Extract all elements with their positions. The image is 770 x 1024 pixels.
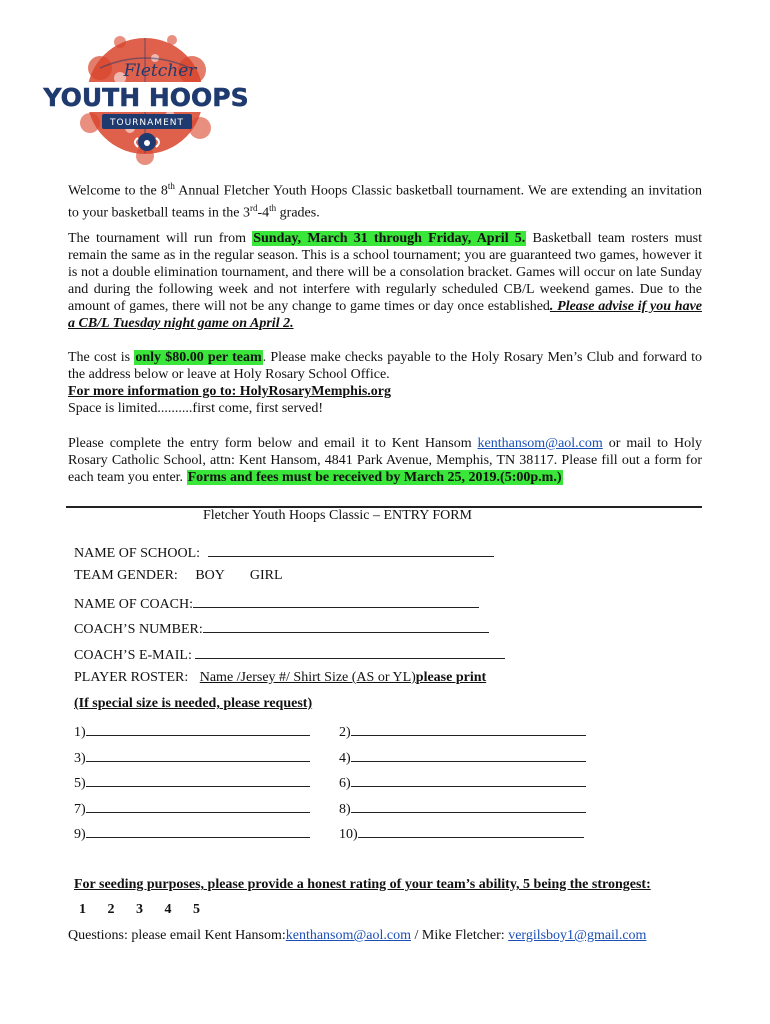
school-field[interactable]	[208, 542, 494, 557]
cost-paragraph	[68, 349, 702, 383]
player-number: 4)	[339, 750, 351, 766]
logo-script-text: Fletcher	[123, 61, 197, 81]
intro-text: Welcome to the 8	[68, 183, 168, 199]
space-limited-text: Space is limited..........first come, first served!	[68, 401, 324, 416]
gender-label: TEAM GENDER:	[74, 568, 178, 583]
player-row	[74, 772, 310, 792]
player-number: 3)	[74, 750, 86, 766]
kent-email-link[interactable]: kenthansom@aol.com	[477, 436, 603, 451]
more-info-text: For more information go to: HolyRosaryMemphis.org	[68, 384, 391, 399]
superscript: rd	[249, 202, 258, 213]
player-number: 7)	[74, 801, 86, 817]
entry-form-title: Fletcher Youth Hoops Classic – ENTRY FORM	[203, 508, 473, 523]
logo-title-text: YOUTH HOOPS	[43, 83, 249, 112]
player-row	[339, 747, 586, 767]
player-field[interactable]	[86, 721, 310, 736]
gender-option-boy[interactable]: BOY	[195, 568, 225, 583]
player-number: 5)	[74, 776, 86, 791]
cost-text: The cost is	[68, 350, 135, 365]
logo-graphic	[43, 28, 249, 168]
instructions-text: Please complete the entry form below and email it to Kent Hansom	[68, 436, 478, 451]
intro-text: Annual Fletcher Youth Hoops Classic basketball tournament. We are extending an invitation to your basketball teams in the 3	[68, 183, 702, 221]
player-number: 10)	[339, 827, 358, 842]
intro-text: -4	[257, 205, 270, 221]
coach-number-row	[74, 618, 489, 638]
entry-instructions-paragraph	[68, 435, 702, 486]
roster-row	[74, 669, 486, 686]
school-label: NAME OF SCHOOL:	[74, 546, 201, 561]
space-limited-line	[68, 400, 702, 417]
player-field[interactable]	[358, 823, 584, 838]
instructions-text: or mail to Holy Rosary Catholic School, attn: Kent Hansom, 4841 Park Avenue, Memphis, TN 38117. Please fill out a form for each team you enter.	[68, 436, 702, 485]
cost-text: . Please make checks payable to the Holy Rosary Men’s Club and forward to the address below or leave at Holy Rosary School Office.	[68, 350, 702, 382]
rating-options	[79, 901, 200, 918]
intro-text: grades.	[276, 205, 320, 221]
please-print-text: please print	[415, 670, 487, 685]
player-field[interactable]	[351, 721, 586, 736]
coach-email-row	[74, 644, 505, 664]
roster-label: PLAYER ROSTER:	[74, 670, 189, 685]
coach-label: NAME OF COACH:	[74, 597, 194, 612]
schedule-paragraph	[68, 230, 702, 332]
schedule-text: The tournament will run from	[68, 231, 253, 246]
gender-row	[74, 567, 283, 584]
coach-field[interactable]	[193, 593, 479, 608]
deadline-highlight: Forms and fees must be received by March 25, 2019.(5:00p.m.)	[187, 470, 562, 485]
coach-email-label: COACH’S E-MAIL:	[74, 648, 192, 663]
player-field[interactable]	[351, 772, 586, 787]
superscript: th	[269, 202, 277, 213]
coach-row	[74, 593, 479, 613]
special-size-note: (If special size is needed, please request)	[74, 696, 313, 711]
player-field[interactable]	[351, 747, 586, 762]
cbl-notice: . Please advise if you have a CB/L Tuesday night game on April 2.	[68, 299, 702, 331]
more-info-line	[68, 383, 702, 400]
player-number: 8)	[339, 801, 351, 817]
questions-row	[68, 927, 646, 944]
coach-email-field[interactable]	[195, 644, 505, 659]
player-field[interactable]	[86, 798, 310, 813]
school-row	[74, 542, 494, 562]
seeding-instructions: For seeding purposes, please provide a honest rating of your team’s ability, 5 being the strongest:	[74, 877, 651, 892]
coach-number-field[interactable]	[203, 618, 489, 633]
player-number: 1)	[74, 725, 86, 740]
roster-format: Name /Jersey #/ Shirt Size (AS or YL)	[199, 670, 416, 685]
questions-text: / Mike Fletcher:	[411, 928, 509, 943]
gender-option-girl[interactable]: GIRL	[249, 568, 283, 583]
kent-email-link-footer[interactable]: kenthansom@aol.com	[285, 928, 411, 943]
player-row	[74, 747, 310, 767]
player-row	[74, 823, 310, 843]
player-field[interactable]	[86, 772, 310, 787]
player-row	[339, 823, 584, 843]
questions-text: Questions: please email Kent Hansom:	[68, 928, 286, 943]
tournament-dates-highlight: Sunday, March 31 through Friday, April 5.	[253, 231, 526, 246]
player-field[interactable]	[351, 798, 586, 813]
seeding-row	[74, 876, 651, 893]
superscript: th	[167, 181, 175, 191]
player-number: 2)	[339, 725, 351, 740]
intro-paragraph	[68, 178, 702, 221]
mike-email-link[interactable]: vergilsboy1@gmail.com	[508, 928, 647, 943]
rating-option-1[interactable]: 1	[79, 902, 86, 917]
coach-number-label: COACH’S NUMBER:	[74, 622, 203, 637]
player-row	[74, 798, 310, 818]
player-row	[339, 798, 586, 818]
rating-option-2[interactable]: 2	[107, 902, 115, 917]
tournament-logo	[43, 28, 249, 168]
player-field[interactable]	[86, 823, 310, 838]
player-field[interactable]	[86, 747, 310, 762]
rating-option-5[interactable]: 5	[193, 902, 200, 917]
player-row	[74, 721, 310, 741]
special-size-row	[74, 695, 312, 712]
schedule-text: Basketball team rosters must remain the same as in the regular season. This is a school tournament; you are guaranteed two games, however it is not a double elimination tournament, and there will be a consolation bracket. Games will occur on late Sunday and during the following week and not interfere with regularly scheduled CB/L weekend games. Due to the amount of games, there will not be any change to game times or day once established	[68, 231, 703, 314]
player-number: 9)	[74, 827, 86, 842]
cost-highlight: only $80.00 per team	[135, 350, 262, 365]
player-row	[339, 721, 586, 741]
player-number: 6)	[339, 776, 351, 791]
player-row	[339, 772, 586, 792]
rating-option-4[interactable]: 4	[164, 902, 172, 917]
logo-banner-text: TOURNAMENT	[110, 118, 184, 128]
rating-option-3[interactable]: 3	[136, 902, 143, 917]
